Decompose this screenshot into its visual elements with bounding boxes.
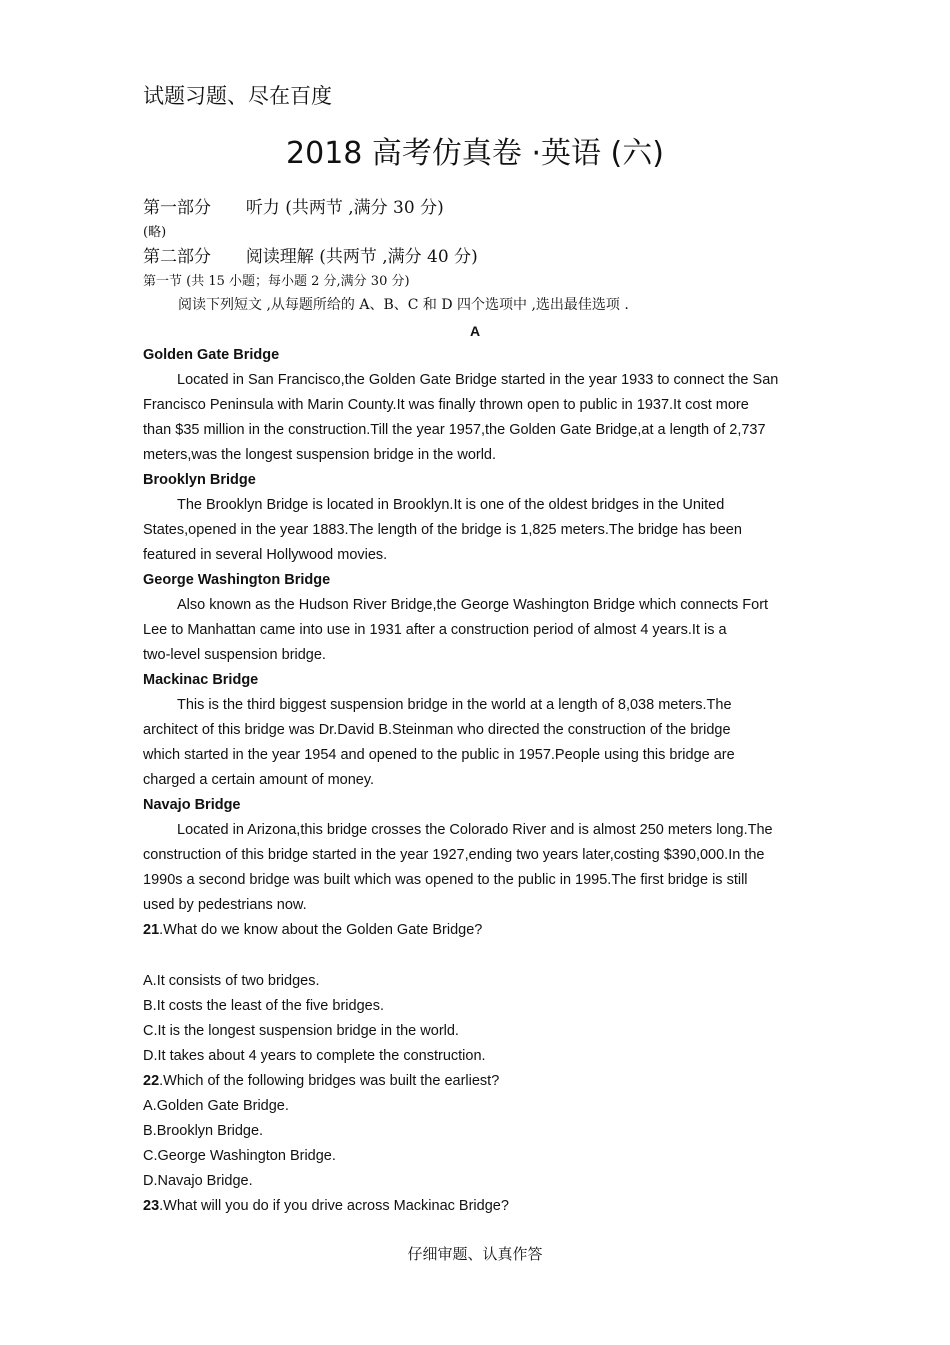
question-text: .Which of the following bridges was built the earliest?: [159, 1073, 500, 1089]
page-header: 试题习题、尽在百度: [143, 84, 332, 108]
option-c: C.It is the longest suspension bridge in the world.: [143, 1023, 459, 1039]
part-one-note: (略): [143, 225, 167, 240]
question-21: [143, 918, 803, 943]
option-b: B.It costs the least of the five bridges.: [143, 998, 384, 1014]
part-two-label: 第二部分: [143, 247, 211, 267]
paragraph-line: construction of this bridge started in the year 1927,ending two years later,costing $390,000.In the: [143, 847, 765, 863]
question-text: .What do we know about the Golden Gate Bridge?: [159, 922, 483, 938]
paragraph-line: This is the third biggest suspension bridge in the world at a length of 8,038 meters.The: [177, 697, 732, 713]
page-footer: 仔细审题、认真作答: [407, 1245, 543, 1263]
section-one-heading: 第一节 (共 15 小题；每小题 2 分,满分 30 分): [143, 274, 410, 289]
paragraph-line: than $35 million in the construction.Till the year 1957,the Golden Gate Bridge,at a length of 2,737: [143, 422, 766, 438]
question-22: [143, 1069, 803, 1094]
question-text: .What will you do if you drive across Mackinac Bridge?: [159, 1198, 509, 1214]
passage-content: [143, 343, 803, 1219]
paragraph-line: charged a certain amount of money.: [143, 772, 375, 788]
part-one-label: 第一部分: [143, 198, 211, 218]
bridge-paragraph: [143, 818, 803, 918]
paragraph-line: Located in Arizona,this bridge crosses the Colorado River and is almost 250 meters long.The: [177, 822, 773, 838]
paragraph-line: which started in the year 1954 and opened to the public in 1957.People using this bridge are: [143, 747, 735, 763]
paragraph-line: Located in San Francisco,the Golden Gate Bridge started in the year 1933 to connect the San: [177, 372, 779, 388]
bridge-heading: Mackinac Bridge: [143, 672, 259, 688]
option-d: D.Navajo Bridge.: [143, 1173, 253, 1189]
paragraph-line: two-level suspension bridge.: [143, 647, 326, 663]
exam-title: 2018 高考仿真卷 ·英语 (六): [286, 136, 664, 171]
bridge-paragraph: [143, 493, 803, 568]
bridge-heading: Brooklyn Bridge: [143, 472, 256, 488]
bridge-paragraph: [143, 593, 803, 668]
option-a: A.It consists of two bridges.: [143, 973, 320, 989]
paragraph-line: States,opened in the year 1883.The length of the bridge is 1,825 meters.The bridge has been: [143, 522, 742, 538]
question-number: 21: [143, 922, 160, 938]
paragraph-line: architect of this bridge was Dr.David B.Steinman who directed the construction of the bridge: [143, 722, 731, 738]
option-b: B.Brooklyn Bridge.: [143, 1123, 264, 1139]
paragraph-line: Francisco Peninsula with Marin County.It was finally thrown open to public in 1937.It cost more: [143, 397, 749, 413]
paragraph-line: Also known as the Hudson River Bridge,the George Washington Bridge which connects Fort: [177, 597, 769, 613]
part-one-heading: [143, 193, 444, 218]
part-two-heading: [143, 242, 478, 267]
paragraph-line: meters,was the longest suspension bridge in the world.: [143, 447, 497, 463]
part-one-text: 听力 (共两节 ,满分 30 分): [245, 198, 444, 218]
paragraph-line: Lee to Manhattan came into use in 1931 after a construction period of almost 4 years.It is a: [143, 622, 727, 638]
question-number: 22: [143, 1073, 160, 1089]
instruction-text: 阅读下列短文 ,从每题所给的 A、B、C 和 D 四个选项中 ,选出最佳选项 .: [178, 297, 629, 313]
bridge-heading: George Washington Bridge: [143, 572, 331, 588]
bridge-paragraph: [143, 693, 803, 793]
paragraph-line: The Brooklyn Bridge is located in Brooklyn.It is one of the oldest bridges in the United: [177, 497, 725, 513]
paragraph-line: 1990s a second bridge was built which was opened to the public in 1995.The first bridge is still: [143, 872, 748, 888]
bridge-heading: Navajo Bridge: [143, 797, 241, 813]
part-two-text: 阅读理解 (共两节 ,满分 40 分): [245, 247, 478, 267]
paragraph-line: used by pedestrians now.: [143, 897, 307, 913]
paragraph-line: featured in several Hollywood movies.: [143, 547, 388, 563]
bridge-paragraph: [143, 368, 803, 468]
bridge-heading: Golden Gate Bridge: [143, 347, 280, 363]
option-c: C.George Washington Bridge.: [143, 1148, 336, 1164]
option-a: A.Golden Gate Bridge.: [143, 1098, 289, 1114]
passage-label: A: [469, 323, 481, 339]
question-number: 23: [143, 1198, 160, 1214]
option-d: D.It takes about 4 years to complete the construction.: [143, 1048, 486, 1064]
question-23: [143, 1194, 803, 1219]
